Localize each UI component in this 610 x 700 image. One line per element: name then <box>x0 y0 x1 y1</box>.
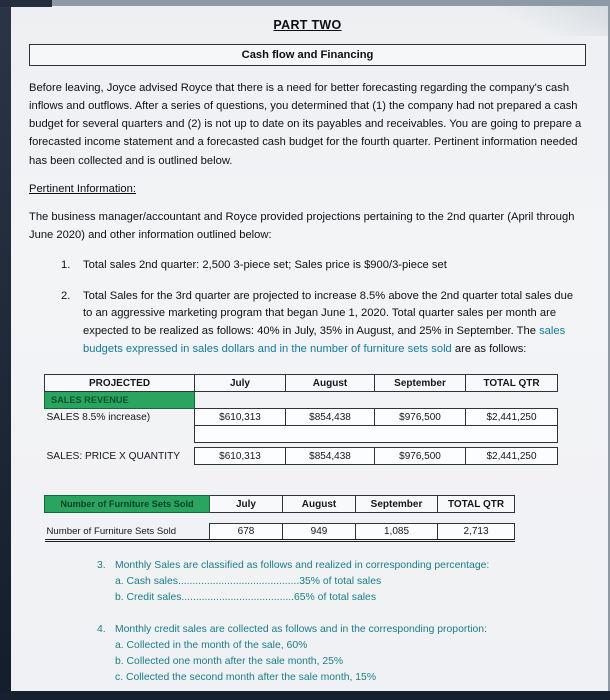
header-cell-july: July <box>195 375 286 392</box>
sales-increase-row <box>45 409 558 426</box>
value-cell-august: $854,438 <box>286 448 375 465</box>
header-cell-august: August <box>286 375 375 392</box>
table-header-row <box>45 496 515 513</box>
list-item-4 <box>97 622 586 638</box>
header-cell-total-qtr: TOTAL QTR <box>438 496 515 513</box>
list-item-1 <box>61 257 586 275</box>
pertinent-intro: The business manager/accountant and Royce provided projections pertaining to the 2nd quarter (April through June 2020) and other information outlined below: <box>29 210 575 241</box>
value-cell-august: $854,438 <box>286 409 375 426</box>
row-label-cell: SALES 8.5% increase) <box>46 412 151 424</box>
spacer-row <box>45 513 515 524</box>
sets-sold-data-row <box>45 524 515 541</box>
list-item-1-text: Total sales 2nd quarter: 2,500 3-piece set; Sales price is $900/3-piece set <box>83 258 447 271</box>
section-header-box <box>29 44 586 66</box>
header-cell-september: September <box>356 496 438 513</box>
furniture-sets-table <box>44 495 515 542</box>
value-cell-july: 678 <box>210 524 283 541</box>
value-cell-total: 2,713 <box>438 524 515 541</box>
empty-cell <box>45 426 195 443</box>
value-cell-total: $2,441,250 <box>466 448 558 465</box>
list-item-4-number: 4. <box>97 624 106 636</box>
photo-left-edge <box>0 0 11 700</box>
list-item-2-lead: Total Sales for the 3rd quarter are projected to increase 8.5% above the 2nd quarter total sales due to an aggressive marketing program that began June 1, 2020. Total quarter sales per month are expected to be realized as follows: 40% in July, 35% in August, and 25% in September. The <box>83 289 574 338</box>
list-item-3-text: Monthly Sales are classified as follows and realized in corresponding percentage: <box>115 560 490 572</box>
value-cell-total: $2,441,250 <box>466 409 558 426</box>
list-item-2-highlight: sales budgets expressed in sales dollars and in the number of furniture sets sold <box>83 325 566 355</box>
empty-box-cell <box>195 426 558 443</box>
photo-bottom-edge <box>0 691 610 700</box>
list-item-2-number: 2. <box>61 289 71 302</box>
list-item-4-text: Monthly credit sales are collected as follows and in the corresponding proportion: <box>115 624 487 636</box>
sales-price-quantity-row <box>45 448 558 465</box>
header-cell-september: September <box>375 375 466 392</box>
row-label-cell: Number of Furniture Sets Sold <box>45 524 210 541</box>
empty-box-row <box>45 426 558 443</box>
section-header-text: Cash flow and Financing <box>241 49 374 61</box>
value-cell-august: 949 <box>283 524 356 541</box>
list-item-3 <box>97 558 586 574</box>
list-item-4b: b. Collected one month after the sale month, 25% <box>115 656 344 668</box>
empty-cell <box>195 392 558 409</box>
photo-corner-shadow <box>0 0 52 7</box>
page-title: PART TWO <box>273 18 342 32</box>
value-cell-september: $976,500 <box>375 448 466 465</box>
document-page <box>11 6 608 691</box>
list-item-3b: b. Credit sales.......................................65% of total sales <box>115 592 377 604</box>
header-cell-july: July <box>210 496 283 513</box>
list-item-2-text <box>83 288 586 359</box>
list-item-2 <box>61 288 586 359</box>
list-item-2-tail: are as follows: <box>451 342 527 355</box>
header-cell-projected: PROJECTED <box>45 375 195 392</box>
header-cell-total-qtr: TOTAL QTR <box>466 375 558 392</box>
value-cell-september: 1,085 <box>356 524 438 541</box>
projected-sales-table <box>44 374 558 465</box>
header-cell-august: August <box>283 496 356 513</box>
list-item-3a: a. Cash sales..........................................35% of total sales <box>115 576 382 588</box>
sales-revenue-green-cell: SALES REVENUE <box>45 392 195 409</box>
list-item-4a: a. Collected in the month of the sale, 60% <box>115 639 308 651</box>
row-label-cell: SALES: PRICE X QUANTITY <box>46 450 181 462</box>
list-item-1-number: 1. <box>61 258 71 271</box>
sales-revenue-row <box>45 392 558 409</box>
sets-sold-green-header-cell: Number of Furniture Sets Sold <box>45 496 210 513</box>
value-cell-july: $610,313 <box>195 448 286 465</box>
list-item-4c: c. Collected the second month after the sale month, 15% <box>115 672 377 684</box>
table-header-row <box>45 375 558 392</box>
value-cell-september: $976,500 <box>375 409 466 426</box>
paper-shading <box>498 6 608 36</box>
intro-paragraph: Before leaving, Joyce advised Royce that there is a need for better forecasting regarding the company's cash inflows and outflows. After a series of questions, you determined that (1) the company had not prepared a cash budget for several quarters and (2) is not up to date on its payables and receivables. You are going to prepare a forecasted income statement and a forecasted cash budget for the fourth quarter. Pertinent information needed has been collected and is outlined below. <box>29 82 582 167</box>
list-item-3-number: 3. <box>97 560 106 572</box>
pertinent-heading: Pertinent Information: <box>29 182 136 195</box>
value-cell-july: $610,313 <box>195 409 286 426</box>
